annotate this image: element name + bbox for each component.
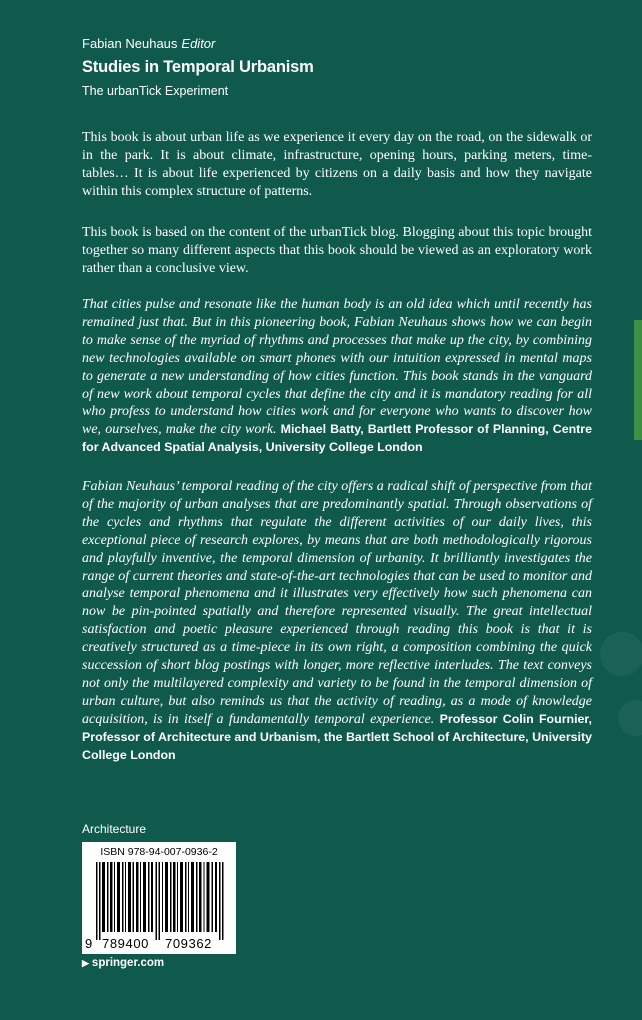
quote-attribution: Professor Colin Fournier, Professor of Architecture and Urbanism, the Bartlett School of Architecture, University College London xyxy=(82,711,593,762)
subject-category: Architecture xyxy=(82,822,147,836)
arrow-right-icon: ▶ xyxy=(82,958,89,968)
spine-accent-bar xyxy=(634,320,642,440)
editor-role: Editor xyxy=(181,36,216,51)
quote-text: Fabian Neuhaus’ temporal reading of the city offers a radical shift of perspective from that of the majority of urban analyses that are predominantly spatial. Through observations of the cycles and rhythms that regulate the different activities of our daily lives, this exceptional piece of research explores, by means that are both methodologically rigorous and playfully inventive, the temporal dimension of urbanity. It brilliantly investigates the range of current theories and state-of-the-art technologies that can be used to monitor and analyse temporal phenomena and it illustrates very effectively how such phenomena can now be pin-pointed spatially and therefore represented visually. The great intellectual satisfaction and poetic pleasure experienced through reading this book is that it is creatively structured as a time-piece in its own right, a composition combining the quick succession of short blog postings with longer, more reflective interludes. The text conveys not only the multilayered complexity and variety to be found in the temporal dimension of urban culture, but also reminds us that the activity of reading, as a mode of knowledge acquisition, is in itself a fundamentally temporal experience. xyxy=(82,479,592,727)
review-quote-batty xyxy=(82,296,592,457)
isbn-barcode xyxy=(82,842,236,954)
publisher-link-text[interactable]: springer.com xyxy=(91,957,165,969)
decorative-circle xyxy=(618,700,642,736)
editor-name: Fabian Neuhaus xyxy=(82,36,178,51)
editor-line xyxy=(82,36,215,51)
isbn-digits-right: 709362 xyxy=(165,936,212,951)
isbn-digits-left: 789400 xyxy=(102,936,149,951)
barcode-icon xyxy=(96,862,224,940)
description-paragraph-1: This book is about urban life as we experience it every day on the road, on the sidewalk or in the park. It is about climate, infrastructure, opening hours, parking meters, time-tables… It is about life experienced by citizens on a daily basis and how they navigate within this complex structure of patterns. xyxy=(82,130,592,199)
publisher-link[interactable] xyxy=(82,957,164,969)
quote-attribution: Michael Batty, Bartlett Professor of Planning, Centre for Advanced Spatial Analysis, University College London xyxy=(82,422,592,455)
isbn-digit-lead: 9 xyxy=(85,936,93,951)
review-quote-fournier xyxy=(82,478,592,765)
quote-text: That cities pulse and resonate like the human body is an old idea which until recently has remained just that. But in this pioneering book, Fabian Neuhaus shows how we can begin to make sense of the myriad of rhythms and processes that make up the city, by combining new technologies available on smart phones with our intuition expressed in mental maps to generate a new understanding of how cities function. This book stands in the vanguard of new work about temporal cycles that define the city and it is mandatory reading for all who profess to understand how cities work and for everyone who wants to discover how we, ourselves, make the city work. xyxy=(82,297,592,438)
book-subtitle: The urbanTick Experiment xyxy=(82,84,229,98)
book-title: Studies in Temporal Urbanism xyxy=(82,58,314,76)
isbn-label: ISBN 978-94-007-0936-2 xyxy=(100,846,218,858)
decorative-circle xyxy=(600,632,642,676)
description-paragraph-2: This book is based on the content of the urbanTick blog. Blogging about this topic brought together so many different aspects that this book should be viewed as an exploratory work rather than a conclusive view. xyxy=(82,225,592,276)
